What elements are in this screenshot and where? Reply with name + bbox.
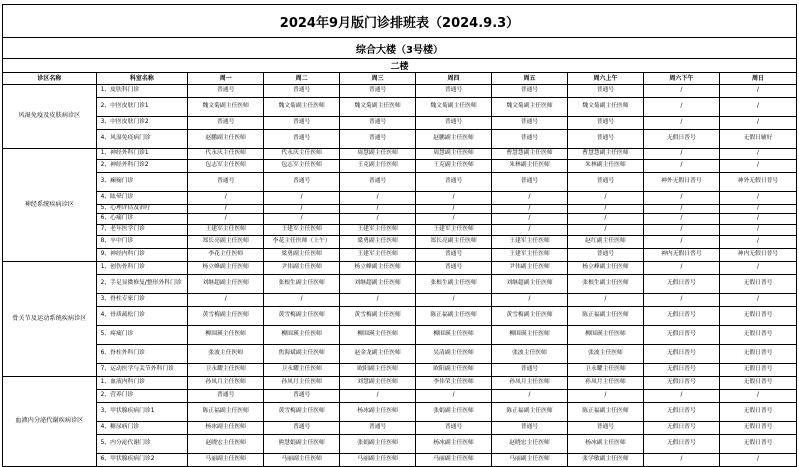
dept-cell: 7、运动医学与关节外科门诊 — [96, 364, 188, 377]
schedule-cell: / — [188, 294, 264, 307]
schedule-cell: 无假日普号 — [719, 377, 796, 390]
schedule-cell: 梁勇副主任医师 — [264, 249, 340, 262]
schedule-cell: / — [719, 85, 796, 98]
schedule-cell: 无假日普号 — [643, 307, 719, 326]
schedule-cell: / — [643, 294, 719, 307]
schedule-cell: 卫永耀主任医师 — [264, 364, 340, 377]
schedule-cell: 刘继超副主任医师 — [340, 275, 416, 294]
schedule-cell: 普通号 — [416, 249, 492, 262]
schedule-cell: / — [719, 236, 796, 249]
schedule-cell: 无假日普号 — [643, 435, 719, 454]
schedule-cell: 普通号 — [567, 422, 643, 435]
schedule-cell: 张学敏副主任医师 — [567, 454, 643, 467]
schedule-cell: / — [264, 294, 340, 307]
schedule-cell: 陈正福副主任医师 — [567, 307, 643, 326]
schedule-cell: / — [643, 262, 719, 275]
schedule-cell: 张根生副主任医师 — [567, 275, 643, 294]
dept-cell: 1、皮肤科门诊 — [96, 85, 188, 98]
schedule-cell: 普通号 — [567, 85, 643, 98]
schedule-cell: / — [643, 236, 719, 249]
schedule-cell: 柳围瑛主任医师 — [567, 326, 643, 345]
schedule-cell: 杨冰副主任医师 — [188, 422, 264, 435]
schedule-cell: 王克副主任医师 — [416, 160, 492, 173]
column-header: 周一 — [188, 73, 264, 85]
schedule-cell: / — [416, 214, 492, 225]
column-header: 周四 — [416, 73, 492, 85]
schedule-cell: 普通号 — [340, 117, 416, 130]
schedule-cell: / — [719, 149, 796, 160]
schedule-cell: 王建军主任医师 — [264, 225, 340, 236]
schedule-cell: 焦海斌副主任医师 — [264, 345, 340, 364]
schedule-cell: / — [643, 117, 719, 130]
schedule-cell: 黄雪梅副主任医师 — [492, 307, 568, 326]
schedule-cell: 普通号 — [567, 117, 643, 130]
table-row — [3, 173, 797, 192]
schedule-cell: 魏文菊副主任医师 — [264, 98, 340, 117]
column-header: 周日 — [719, 73, 796, 85]
schedule-cell: 赵红副主任医师 — [567, 236, 643, 249]
table-row — [3, 377, 797, 390]
schedule-cell: 普通号 — [567, 173, 643, 192]
schedule-cell: 郑长亮副主任医师 — [188, 236, 264, 249]
schedule-cell: / — [567, 205, 643, 214]
table-row — [3, 149, 797, 160]
schedule-cell: / — [719, 160, 796, 173]
area-cell: 风湿免疫及皮肤病诊区 — [3, 85, 97, 149]
schedule-cell: 普通号 — [492, 117, 568, 130]
schedule-cell: 普通号 — [264, 85, 340, 98]
schedule-cell: 普通号 — [492, 85, 568, 98]
schedule-cell: / — [567, 294, 643, 307]
dept-cell: 1、创伤骨科门诊 — [96, 262, 188, 275]
schedule-cell: 刘慧副主任医师 — [340, 377, 416, 390]
schedule-cell: 普通号 — [264, 390, 340, 403]
schedule-cell: / — [416, 294, 492, 307]
schedule-cell: 周慧副主任医师 — [340, 149, 416, 160]
schedule-cell: / — [643, 85, 719, 98]
schedule-cell: 朱林副主任医师 — [492, 160, 568, 173]
schedule-cell: 陈正福副主任医师 — [416, 307, 492, 326]
table-row — [3, 275, 797, 294]
schedule-cell: 代永庆主任医师 — [264, 149, 340, 160]
schedule-cell: 杨立峰副主任医师 — [340, 262, 416, 275]
table-row — [3, 205, 797, 214]
dept-cell: 4、骨质疏松门诊 — [96, 307, 188, 326]
table-row — [3, 249, 797, 262]
schedule-table — [2, 72, 797, 467]
table-row — [3, 192, 797, 205]
schedule-cell: 神内无假日普号 — [643, 249, 719, 262]
schedule-sheet — [2, 4, 797, 467]
schedule-cell: 张根生副主任医师 — [264, 275, 340, 294]
dept-cell: 3、中医皮肤门诊2 — [96, 117, 188, 130]
schedule-cell: / — [567, 225, 643, 236]
table-row — [3, 307, 797, 326]
schedule-cell: 陈正福副主任医师 — [567, 403, 643, 422]
schedule-cell: 马丽副主任医师 — [492, 454, 568, 467]
schedule-cell: 曹慧慧副主任医师 — [492, 149, 568, 160]
schedule-cell: 无假日普号 — [643, 345, 719, 364]
dept-cell: 1、血液内科门诊 — [96, 377, 188, 390]
schedule-cell: / — [188, 214, 264, 225]
schedule-cell: / — [719, 192, 796, 205]
schedule-cell: 普通号 — [492, 130, 568, 149]
schedule-cell: 赵晓宏主任医师 — [188, 435, 264, 454]
schedule-cell: 王建军主任医师 — [492, 249, 568, 262]
schedule-cell: 普通号 — [264, 117, 340, 130]
table-row — [3, 403, 797, 422]
schedule-cell: / — [340, 294, 416, 307]
schedule-cell: / — [719, 214, 796, 225]
column-header: 周三 — [340, 73, 416, 85]
schedule-cell: 柳围瑛主任医师 — [492, 326, 568, 345]
schedule-cell: / — [188, 192, 264, 205]
schedule-cell: 朱林副主任医师 — [567, 160, 643, 173]
schedule-cell: 普通号 — [340, 173, 416, 192]
schedule-cell: 张波主任医师 — [567, 345, 643, 364]
table-row — [3, 454, 797, 467]
schedule-cell: 赵晓宏主任医师 — [492, 435, 568, 454]
schedule-cell: 普通号 — [188, 173, 264, 192]
schedule-cell: 柳围瑛主任医师 — [416, 326, 492, 345]
schedule-cell: 普通号 — [416, 85, 492, 98]
dept-cell: 3、脊柱专家门诊 — [96, 294, 188, 307]
schedule-cell: 张波主任医师 — [492, 345, 568, 364]
schedule-cell: 周慧副主任医师 — [416, 149, 492, 160]
schedule-cell: 黄雪梅副主任医师 — [264, 403, 340, 422]
table-row — [3, 130, 797, 149]
schedule-cell: / — [492, 225, 568, 236]
schedule-cell: 王建军主任医师 — [340, 225, 416, 236]
column-header: 科室名称 — [96, 73, 188, 85]
schedule-cell: 尹伟副主任医师 — [492, 262, 568, 275]
schedule-cell: 无假日普号 — [643, 422, 719, 435]
table-row — [3, 345, 797, 364]
schedule-cell: / — [416, 390, 492, 403]
schedule-cell: 无假日普号 — [643, 364, 719, 377]
schedule-cell: 杨冰副主任医师 — [416, 435, 492, 454]
schedule-cell: 柳围瑛主任医师 — [264, 326, 340, 345]
schedule-cell: 无假日普号 — [719, 326, 796, 345]
schedule-cell: 神外无假日普号 — [719, 173, 796, 192]
page-title: 2024年9月版门诊排班表（2024.9.3） — [2, 4, 797, 37]
schedule-cell: / — [492, 390, 568, 403]
schedule-cell: 陈正福副主任医师 — [188, 403, 264, 422]
dept-cell: 6、脊柱外科门诊 — [96, 345, 188, 364]
schedule-cell: / — [643, 160, 719, 173]
schedule-cell: 刘继超副主任医师 — [188, 275, 264, 294]
dept-cell: 5、疼痛门诊 — [96, 326, 188, 345]
schedule-cell: / — [264, 205, 340, 214]
column-header: 诊区名称 — [3, 73, 97, 85]
schedule-cell: 无假日普号 — [643, 403, 719, 422]
schedule-cell: 柳围瑛主任医师 — [188, 326, 264, 345]
schedule-cell: 黄雪梅副主任医师 — [264, 307, 340, 326]
schedule-cell: 吴清副主任医师 — [416, 345, 492, 364]
dept-cell: 4、风湿免疫病门诊 — [96, 130, 188, 149]
schedule-cell: 无假日普号 — [643, 377, 719, 390]
table-row — [3, 98, 797, 117]
schedule-cell: / — [643, 214, 719, 225]
header-row — [3, 73, 797, 85]
schedule-cell: 普通号 — [188, 85, 264, 98]
schedule-cell: 王建军主任医师 — [492, 236, 568, 249]
schedule-cell: 张娟副主任医师 — [416, 403, 492, 422]
schedule-cell: 魏文菊副主任医师 — [492, 98, 568, 117]
schedule-cell: / — [719, 262, 796, 275]
schedule-cell: 普通号 — [416, 262, 492, 275]
dept-cell: 7、老年医学门诊 — [96, 225, 188, 236]
schedule-cell: 普通号 — [492, 422, 568, 435]
schedule-cell: 普通号 — [416, 422, 492, 435]
schedule-cell: / — [719, 294, 796, 307]
table-row — [3, 225, 797, 236]
schedule-cell: / — [719, 225, 796, 236]
schedule-cell: 无假日普号 — [719, 307, 796, 326]
table-row — [3, 236, 797, 249]
schedule-cell: 无假日辅好 — [719, 130, 796, 149]
area-cell: 神经系统疾病诊区 — [3, 149, 97, 262]
table-row — [3, 262, 797, 275]
schedule-cell: 马丽副主任医师 — [416, 454, 492, 467]
schedule-cell: / — [340, 205, 416, 214]
schedule-cell: / — [643, 98, 719, 117]
dept-cell: 2、手足显微修复/整形外科门诊 — [96, 275, 188, 294]
schedule-cell: 魏文菊副主任医师 — [567, 98, 643, 117]
table-row — [3, 422, 797, 435]
schedule-cell: 普通号 — [188, 117, 264, 130]
schedule-cell: 普通号 — [416, 173, 492, 192]
schedule-cell: 普通号 — [492, 364, 568, 377]
schedule-cell: 赵鹏副主任医师 — [188, 130, 264, 149]
schedule-cell: / — [340, 192, 416, 205]
schedule-cell: 王建军主任医师 — [416, 225, 492, 236]
schedule-cell: / — [643, 149, 719, 160]
column-header: 周六上午 — [567, 73, 643, 85]
column-header: 周六下午 — [643, 73, 719, 85]
schedule-cell: / — [492, 192, 568, 205]
column-header: 周二 — [264, 73, 340, 85]
dept-cell: 4、糖尿病门诊 — [96, 422, 188, 435]
schedule-cell: 尹伟副主任医师 — [264, 262, 340, 275]
schedule-cell: / — [719, 454, 796, 467]
schedule-cell: 梁勇副主任医师 — [340, 236, 416, 249]
table-row — [3, 435, 797, 454]
table-row — [3, 326, 797, 345]
dept-cell: 3、癫痫门诊 — [96, 173, 188, 192]
schedule-cell: 无假日普号 — [719, 275, 796, 294]
schedule-cell: / — [643, 390, 719, 403]
dept-cell: 9、神经内科门诊 — [96, 249, 188, 262]
dept-cell: 5、内分泌代谢门诊 — [96, 435, 188, 454]
schedule-cell: 普通号 — [188, 390, 264, 403]
schedule-cell: 王克副主任医师 — [340, 160, 416, 173]
dept-cell: 6、甲状腺疾病门诊2 — [96, 454, 188, 467]
schedule-cell: / — [492, 205, 568, 214]
dept-cell: 8、卒中门诊 — [96, 236, 188, 249]
schedule-cell: 马丽副主任医师 — [264, 454, 340, 467]
dept-cell: 4、眩晕门诊 — [96, 192, 188, 205]
schedule-cell: 魏文菊副主任医师 — [188, 98, 264, 117]
schedule-cell: 普通号 — [567, 249, 643, 262]
schedule-cell: 无假日普号 — [719, 422, 796, 435]
dept-cell: 2、中医皮肤门诊1 — [96, 98, 188, 117]
schedule-cell: 神内无假日普号 — [719, 249, 796, 262]
dept-cell: 5、心理评估及治疗 — [96, 205, 188, 214]
schedule-cell: 张波主任医师 — [188, 345, 264, 364]
schedule-cell: 神外无假日普号 — [643, 173, 719, 192]
schedule-cell: / — [492, 294, 568, 307]
schedule-cell: 杨冰副主任医师 — [567, 435, 643, 454]
schedule-cell: 普通号 — [264, 130, 340, 149]
schedule-cell: 黄雪梅副主任医师 — [188, 307, 264, 326]
schedule-cell: 普通号 — [567, 130, 643, 149]
schedule-cell: / — [719, 117, 796, 130]
schedule-cell: 孙凤月主任医师 — [264, 377, 340, 390]
schedule-cell: 代永庆主任医师 — [188, 149, 264, 160]
schedule-cell: / — [567, 214, 643, 225]
schedule-cell: 黄雪梅副主任医师 — [340, 307, 416, 326]
schedule-cell: 李花主任医师 — [188, 249, 264, 262]
schedule-cell: / — [719, 98, 796, 117]
schedule-cell: / — [340, 214, 416, 225]
schedule-cell: / — [643, 454, 719, 467]
schedule-cell: 魏文菊副主任医师 — [416, 98, 492, 117]
schedule-cell: / — [643, 205, 719, 214]
schedule-cell: 无假日普号 — [643, 130, 719, 149]
schedule-cell: 郑长亮副主任医师 — [416, 236, 492, 249]
dept-cell: 6、心痛门诊 — [96, 214, 188, 225]
schedule-cell: 赵鹏副主任医师 — [416, 130, 492, 149]
schedule-cell: / — [188, 205, 264, 214]
schedule-cell: 马丽副主任医师 — [340, 454, 416, 467]
schedule-cell: / — [643, 225, 719, 236]
table-row — [3, 214, 797, 225]
schedule-cell: / — [416, 205, 492, 214]
schedule-cell: 马丽副主任医师 — [188, 454, 264, 467]
schedule-cell: 李花主任医师（上午） — [264, 236, 340, 249]
schedule-cell: 无假日普号 — [719, 364, 796, 377]
schedule-cell: 卫永耀主任医师 — [567, 364, 643, 377]
schedule-cell: 普通号 — [416, 117, 492, 130]
area-cell: 血液内分泌代谢疾病诊区 — [3, 377, 97, 467]
schedule-cell: / — [264, 214, 340, 225]
schedule-cell: 包志军主任医师 — [188, 160, 264, 173]
dept-cell: 2、营养门诊 — [96, 390, 188, 403]
dept-cell: 1、神经外科门诊1 — [96, 149, 188, 160]
schedule-cell: 杨立峰副主任医师 — [567, 262, 643, 275]
schedule-cell: / — [643, 192, 719, 205]
schedule-cell: 卫永耀主任医师 — [188, 364, 264, 377]
schedule-cell: / — [567, 390, 643, 403]
schedule-cell: 普通号 — [340, 130, 416, 149]
schedule-cell: 普通号 — [264, 422, 340, 435]
schedule-cell: 王建军主任医师 — [340, 249, 416, 262]
schedule-cell: 杨冰副主任医师 — [340, 403, 416, 422]
schedule-cell: 无假日普号 — [719, 345, 796, 364]
table-row — [3, 364, 797, 377]
schedule-cell: 熊慧娟副主任医师 — [264, 435, 340, 454]
schedule-cell: / — [416, 192, 492, 205]
schedule-cell: 张娟副主任医师 — [340, 435, 416, 454]
schedule-cell: 孙凤月主任医师 — [188, 377, 264, 390]
schedule-cell: 无假日普号 — [643, 326, 719, 345]
schedule-cell: 无假日普号 — [643, 275, 719, 294]
schedule-cell: 孙凤月主任医师 — [567, 377, 643, 390]
schedule-cell: / — [492, 214, 568, 225]
schedule-cell: 赵金龙副主任医师 — [340, 345, 416, 364]
table-row — [3, 390, 797, 403]
schedule-cell: / — [719, 205, 796, 214]
schedule-cell: 欧阳副主任医师 — [416, 364, 492, 377]
schedule-cell: 杨立峰副主任医师 — [188, 262, 264, 275]
floor-heading: 二楼 — [2, 58, 797, 72]
table-row — [3, 294, 797, 307]
table-row — [3, 85, 797, 98]
schedule-cell: 张根生副主任医师 — [416, 275, 492, 294]
schedule-cell: 曹慧慧副主任医师 — [567, 149, 643, 160]
area-cell: 骨关节及运动系统疾病诊区 — [3, 262, 97, 377]
schedule-cell: 普通号 — [340, 422, 416, 435]
building-heading: 综合大楼（3号楼） — [2, 37, 797, 58]
schedule-cell: 包志军主任医师 — [264, 160, 340, 173]
schedule-cell: / — [719, 390, 796, 403]
dept-cell: 2、神经外科门诊2 — [96, 160, 188, 173]
schedule-cell: 普通号 — [492, 173, 568, 192]
dept-cell: 3、甲状腺疾病门诊1 — [96, 403, 188, 422]
schedule-cell: 普通号 — [340, 85, 416, 98]
schedule-cell: 无假日普号 — [719, 435, 796, 454]
schedule-cell: / — [264, 192, 340, 205]
schedule-cell: 魏文菊副主任医师 — [340, 98, 416, 117]
schedule-cell: 陈正福副主任医师 — [492, 403, 568, 422]
schedule-body — [3, 85, 797, 467]
schedule-cell: 孙凤月主任医师 — [492, 377, 568, 390]
table-row — [3, 117, 797, 130]
schedule-cell: 欧阳副主任医师 — [340, 364, 416, 377]
table-row — [3, 160, 797, 173]
schedule-cell: 普通号 — [264, 173, 340, 192]
schedule-cell: 刘继超副主任医师 — [492, 275, 568, 294]
schedule-cell: 李伟荣主任医师 — [416, 377, 492, 390]
column-header: 周五 — [492, 73, 568, 85]
schedule-cell: 柳围瑛主任医师 — [340, 326, 416, 345]
schedule-cell: / — [567, 192, 643, 205]
schedule-cell: 王建军主任医师 — [188, 225, 264, 236]
schedule-cell: / — [340, 390, 416, 403]
schedule-cell: 无假日普号 — [719, 403, 796, 422]
